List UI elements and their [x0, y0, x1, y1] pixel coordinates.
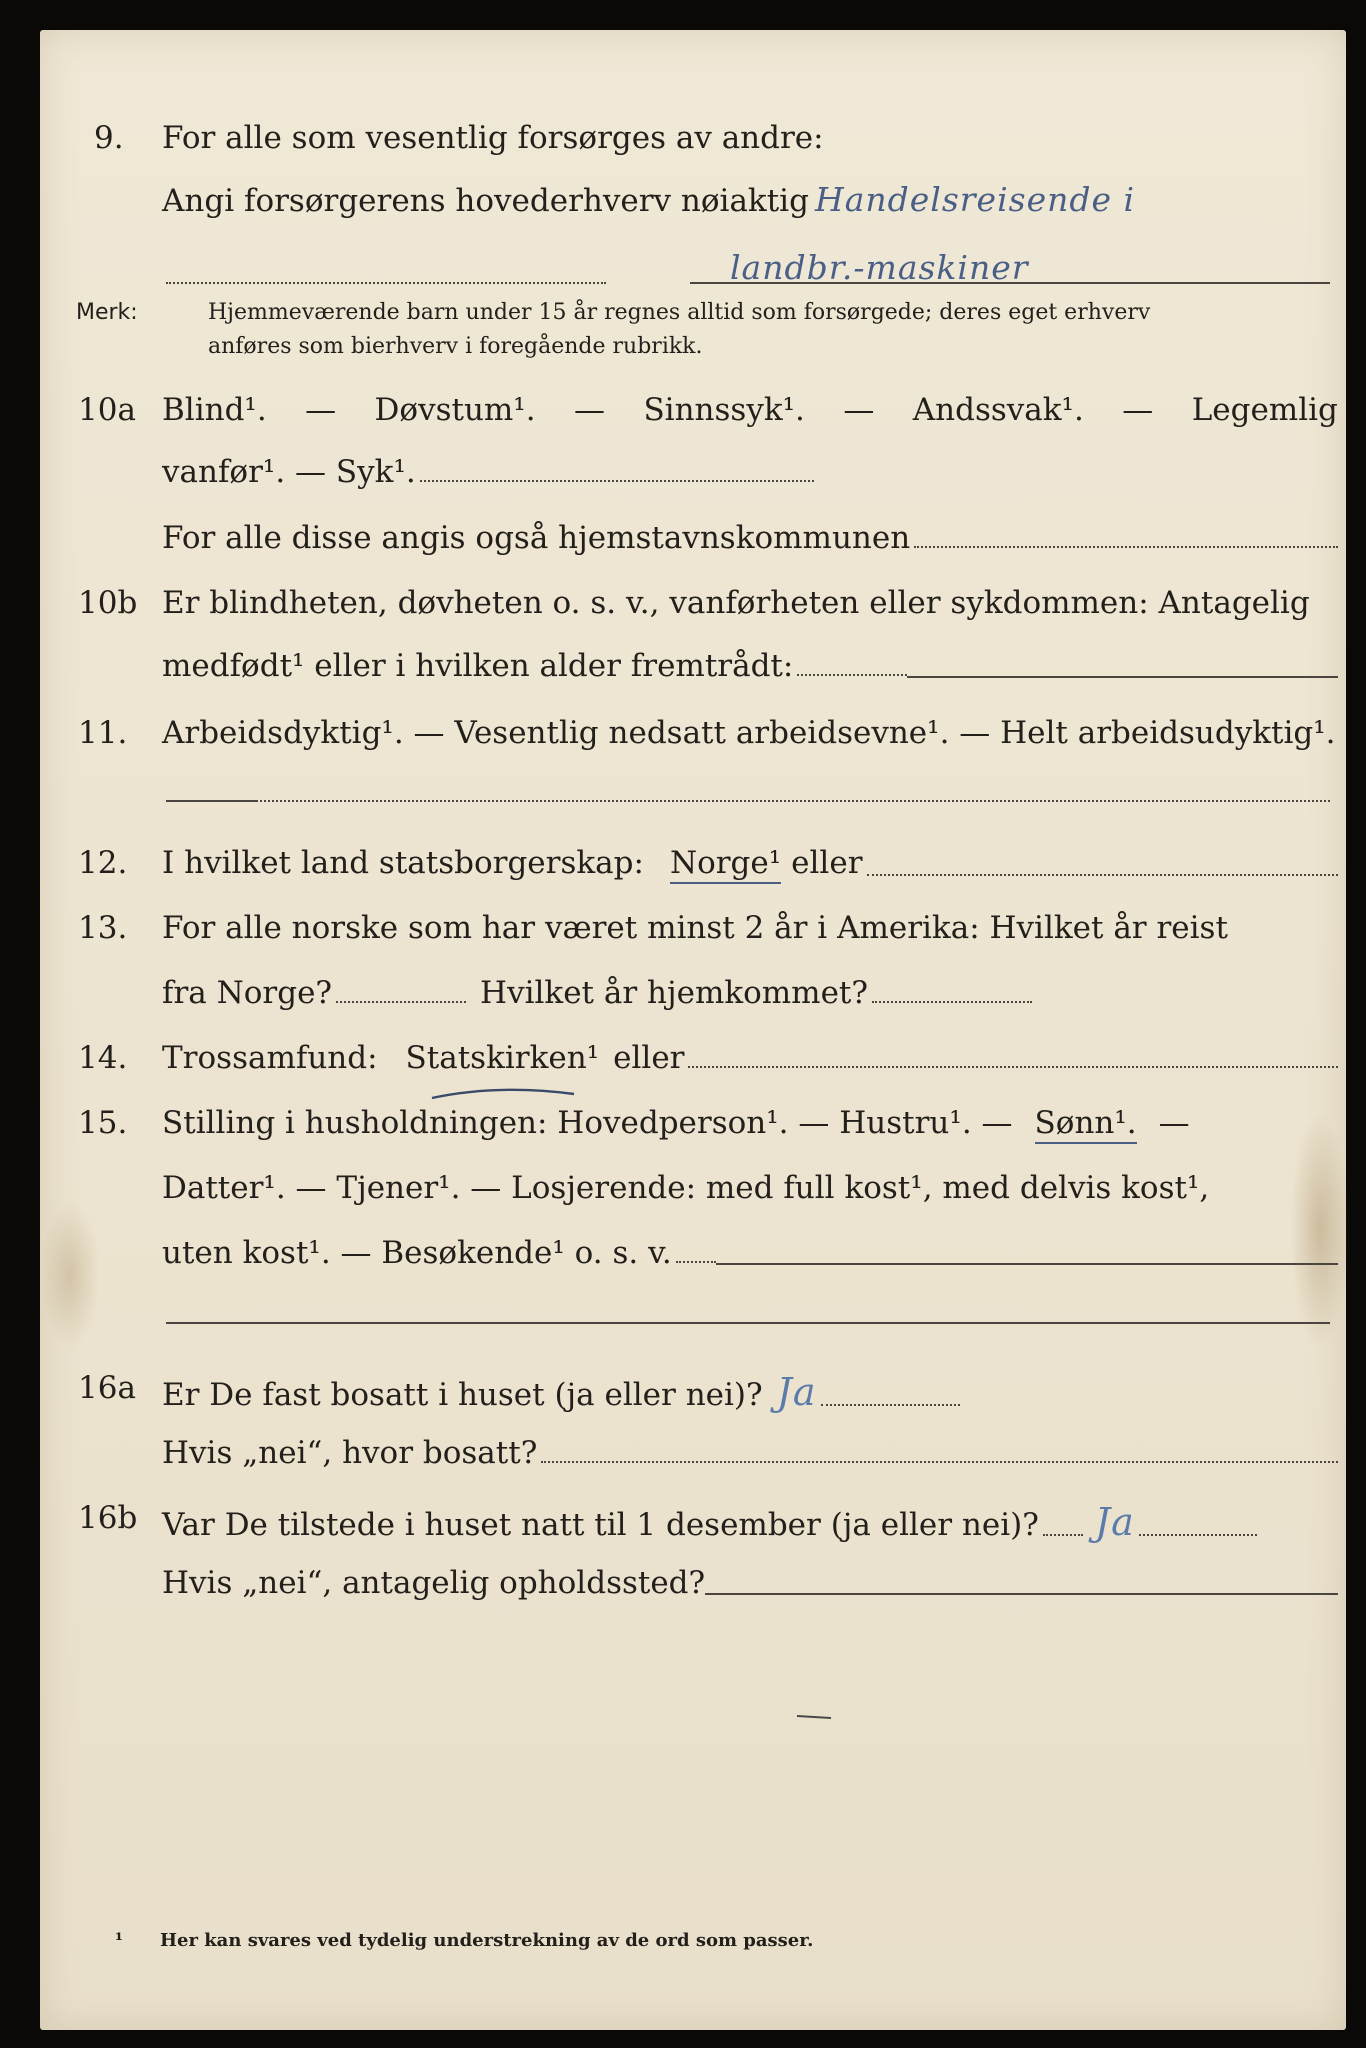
q15-line2: [162, 1170, 1209, 1206]
q11-short-line: [166, 800, 256, 802]
q16b-line1-leader[interactable]: [1043, 1533, 1083, 1536]
q9-number: 9.: [94, 120, 124, 156]
q13-line2: [162, 975, 1032, 1011]
q15-line3-leader[interactable]: [676, 1260, 716, 1263]
q14-line: [162, 1040, 1338, 1076]
q16b-line1-text: Var De tilstede i huset natt til 1 desember (ja eller nei)?: [162, 1507, 1039, 1543]
q16a-line2-leader[interactable]: [541, 1460, 1338, 1463]
q15-line1: [162, 1105, 1338, 1144]
q10b-line2-leader[interactable]: [797, 673, 907, 676]
merk-text: [208, 296, 1150, 364]
q10a-item: Sinnssyk¹.: [643, 392, 805, 428]
q10a-dash: —: [305, 392, 337, 428]
q13-line2b: Hvilket år hjemkommet?: [480, 975, 869, 1011]
q10a-line3-leader[interactable]: [914, 545, 1338, 548]
q13-line1-text: For alle norske som har været minst 2 år i Amerika: Hvilket år reist: [162, 910, 1228, 946]
q16b-line2-answer-line[interactable]: [705, 1593, 1338, 1595]
q15-line3: [162, 1235, 1338, 1271]
q10a-dash: —: [843, 392, 875, 428]
q12-eller: eller: [791, 845, 863, 881]
q10b-line2: [162, 648, 1338, 684]
q15-line1a: Stilling i husholdningen: Hovedperson¹. — Hustru¹. —: [162, 1105, 1013, 1141]
q15-line1c: —: [1158, 1105, 1190, 1141]
q12-text: I hvilket land statsborgerskap:: [162, 845, 644, 881]
q11-line1: [162, 715, 1336, 751]
q14-leader[interactable]: [688, 1065, 1338, 1068]
q14-pen-mark: [428, 1082, 578, 1104]
q10a-item: Andssvak¹.: [912, 392, 1084, 428]
q10a-line1: [162, 392, 1338, 428]
q10b-number: 10b: [78, 585, 138, 621]
q14-label: Trossamfund:: [162, 1040, 378, 1076]
q10a-line2-leader[interactable]: [420, 479, 814, 482]
q9-line2-label: Angi forsørgerens hovederhverv nøiaktig: [162, 183, 809, 219]
q16b-line2-text: Hvis „nei“, antagelig opholdssted?: [162, 1565, 706, 1601]
q16a-line1-leader[interactable]: [821, 1403, 960, 1406]
paper-stain: [1290, 1110, 1350, 1350]
q10a-item: Legemlig: [1191, 392, 1338, 428]
q10a-item: Døvstum¹.: [374, 392, 536, 428]
q13-line1: [162, 910, 1228, 946]
q9-line1: [162, 120, 824, 156]
q9-line2: [162, 180, 1338, 219]
q10a-line3-text: For alle disse angis også hjemstavnskommunen: [162, 520, 911, 556]
q10a-dash: —: [574, 392, 606, 428]
q11-line1-text: Arbeidsdyktig¹. — Vesentlig nedsatt arbeidsevne¹. — Helt arbeidsudyktig¹.: [162, 715, 1336, 751]
q12-line: [162, 845, 1338, 884]
q15-line3-answer-line[interactable]: [716, 1263, 1338, 1265]
q9-handwritten-answer-2[interactable]: landbr.-maskiner: [730, 248, 1029, 287]
q15-line2-text: Datter¹. — Tjener¹. — Losjerende: med full kost¹, med delvis kost¹,: [162, 1170, 1210, 1206]
q10a-line2: [162, 454, 814, 490]
q10b-line2-answer-line[interactable]: [907, 676, 1338, 678]
q10b-line2-text: medfødt¹ eller i hvilken alder fremtrådt:: [162, 648, 794, 684]
footnote-text: Her kan svares ved tydelig understrekning av de ord som passer.: [160, 1930, 814, 1951]
q13-number: 13.: [78, 910, 128, 946]
q16b-line1: [162, 1500, 1257, 1544]
q12-number: 12.: [78, 845, 128, 881]
q16a-line2: [162, 1435, 1338, 1471]
q14-eller: eller: [613, 1040, 685, 1076]
q15-number: 15.: [78, 1105, 128, 1141]
q10b-line1-text: Er blindheten, døvheten o. s. v., vanførheten eller sykdommen: Antagelig: [162, 585, 1310, 621]
q10a-line3: [162, 520, 1338, 556]
q9-handwritten-answer-1[interactable]: Handelsreisende i: [814, 180, 1136, 219]
q16a-line1-text: Er De fast bosatt i huset (ja eller nei)?: [162, 1377, 763, 1413]
q12-leader[interactable]: [867, 873, 1338, 876]
q9-dotted-line: [166, 282, 606, 284]
q14-number: 14.: [78, 1040, 128, 1076]
q16a-number: 16a: [78, 1370, 136, 1406]
q10a-number: 10a: [78, 392, 136, 428]
stray-pen-mark: [795, 1710, 835, 1724]
q16b-line1-leader-2[interactable]: [1139, 1533, 1257, 1536]
census-form-page: [40, 30, 1346, 2030]
paper-stain: [40, 1200, 100, 1350]
q16a-line2-text: Hvis „nei“, hvor bosatt?: [162, 1435, 538, 1471]
q12-norge[interactable]: Norge¹: [670, 845, 781, 884]
q13-line2a-leader[interactable]: [336, 1000, 466, 1003]
q11-number: 11.: [78, 715, 128, 751]
merk-text-line1: Hjemmeværende barn under 15 år regnes alltid som forsørgede; deres eget erhverv: [208, 300, 1151, 325]
q10a-line2-text: vanfør¹. — Syk¹.: [162, 454, 416, 490]
q15-line3-text: uten kost¹. — Besøkende¹ o. s. v.: [162, 1235, 672, 1271]
footnote-mark: ¹: [115, 1930, 123, 1951]
q15-extra-line[interactable]: [166, 1322, 1330, 1324]
q15-sonn[interactable]: Sønn¹.: [1035, 1105, 1137, 1144]
merk-label: Merk:: [76, 300, 138, 325]
q16b-handwritten-answer[interactable]: Ja: [1094, 1500, 1135, 1544]
q10a-dash: —: [1122, 392, 1154, 428]
q10b-line1: [162, 585, 1310, 621]
q9-line1-text: For alle som vesentlig forsørges av andre:: [162, 120, 824, 156]
q16b-number: 16b: [78, 1500, 138, 1536]
q16b-line2: [162, 1565, 1338, 1601]
q13-line2b-leader[interactable]: [872, 1000, 1032, 1003]
q9-answer-line: [690, 282, 1330, 284]
q13-line2a: fra Norge?: [162, 975, 333, 1011]
merk-text-line2: anføres som bierhverv i foregående rubrikk.: [208, 334, 703, 359]
q10a-item: Blind¹.: [162, 392, 267, 428]
q16a-handwritten-answer[interactable]: Ja: [776, 1370, 817, 1414]
q16a-line1: [162, 1370, 960, 1414]
q11-answer-line[interactable]: [256, 800, 1330, 802]
q14-statskirken[interactable]: Statskirken¹: [405, 1040, 600, 1076]
